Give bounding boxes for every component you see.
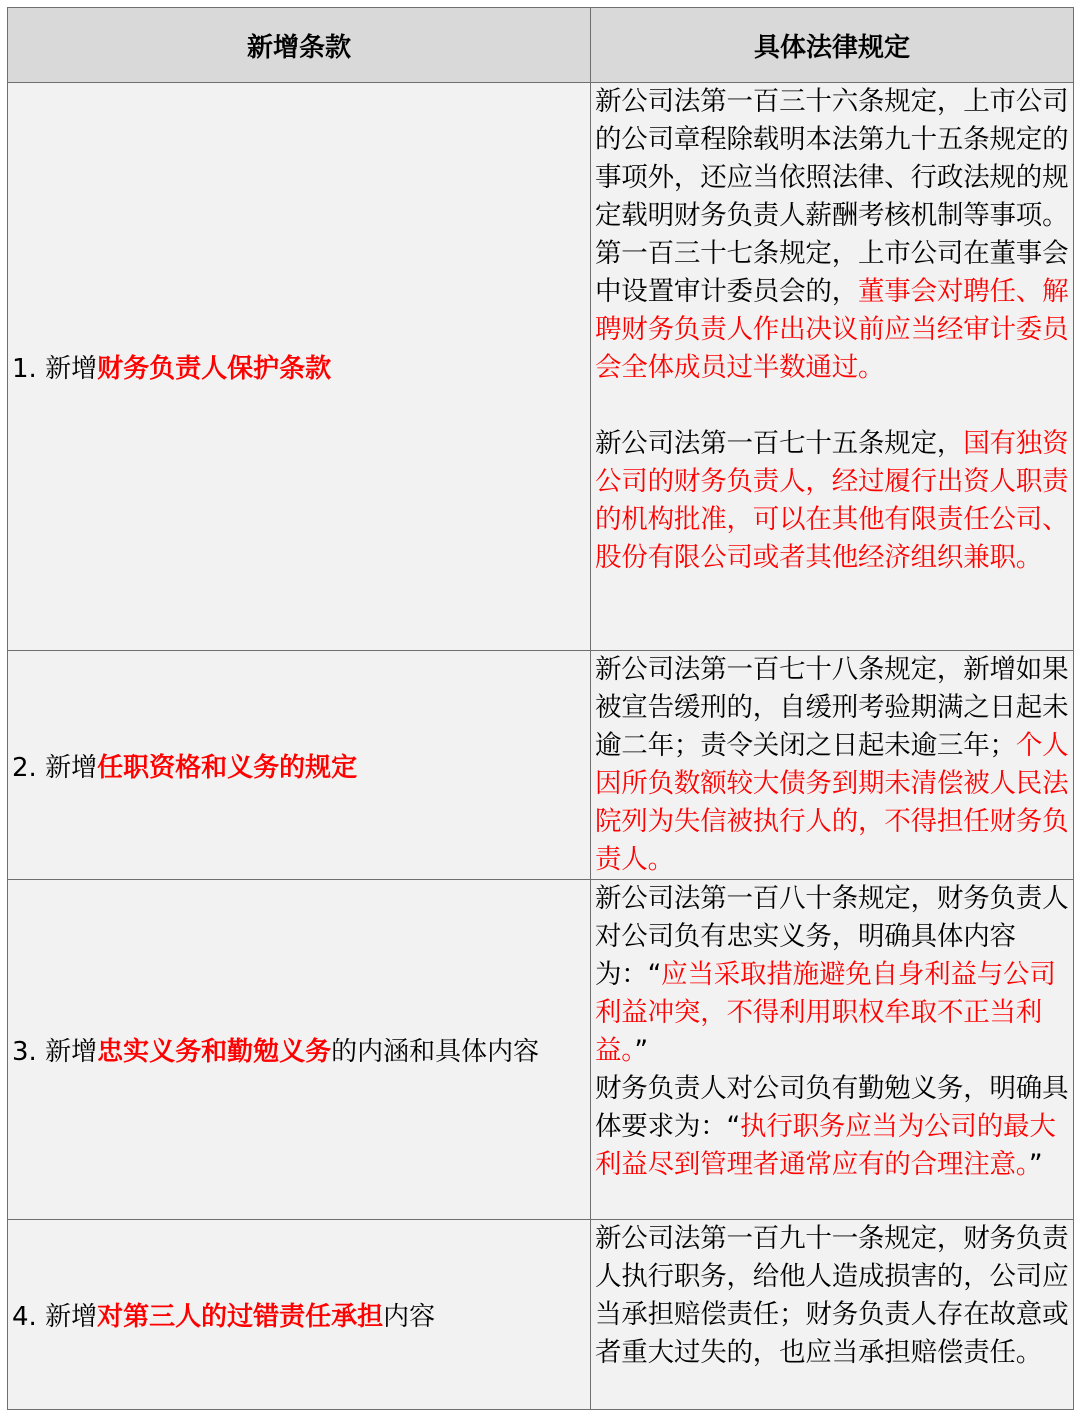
provision-closing-quote: ” [634, 1035, 648, 1066]
table-header-row [8, 8, 1074, 83]
provision-highlight: 执行职务应当为公司的最大利益尽到管理者通常应有的合理注意。 [595, 1111, 1056, 1180]
clause-suffix: 内容 [383, 1302, 436, 1332]
provision-highlight: 董事会对聘任、解聘财务负责人作出决议前应当经审计委员会全体成员过半数通过。 [595, 276, 1069, 383]
clause-prefix: 4. 新增 [12, 1302, 98, 1332]
provision-closing-quote: ” [1028, 1149, 1043, 1180]
provision-paragraph [595, 880, 1069, 1070]
provision-highlight: 应当采取措施避免自身利益与公司利益冲突，不得利用职权牟取不正当利益。 [595, 959, 1056, 1066]
clause-prefix: 3. 新增 [12, 1037, 98, 1067]
table-row [8, 83, 1074, 651]
clause-suffix: 的内涵和具体内容 [331, 1037, 540, 1067]
clause-cell [8, 651, 591, 880]
clause-highlight: 任职资格和义务的规定 [97, 752, 358, 783]
provision-cell [591, 83, 1074, 651]
table-row [8, 1220, 1074, 1410]
clause-prefix: 2. 新增 [12, 752, 98, 783]
provision-text: 新公司法第一百七十八条规定，新增如果被宣告缓刑的，自缓刑考验期满之日起未逾二年；责令关闭之日起未逾三年； [595, 654, 1069, 761]
provision-text: 新公司法第一百三十六条规定，上市公司的公司章程除载明本法第九十五条规定的事项外，还应当依照法律、行政法规的规定载明财务负责人薪酬考核机制等事项。第一百三十七条规定，上市公司在董事会中设置审计委员会的， [595, 86, 1069, 307]
provision-cell [591, 1220, 1074, 1410]
provision-paragraph [595, 425, 1069, 577]
header-legal-provision: 具体法律规定 [591, 8, 1074, 83]
provision-highlight: 个人因所负数额较大债务到期未清偿被人民法院列为失信被执行人的，不得担任财务负责人。 [595, 730, 1069, 875]
clause-prefix: 1. 新增 [12, 354, 98, 384]
table-row [8, 880, 1074, 1220]
provision-highlight: 国有独资公司的财务负责人，经过履行出资人职责的机构批准，可以在其他有限责任公司、股份有限公司或者其他经济组织兼职。 [595, 428, 1069, 573]
clause-cell [8, 1220, 591, 1410]
provision-paragraph [595, 1070, 1069, 1184]
table-row [8, 651, 1074, 880]
provision-cell [591, 880, 1074, 1220]
provision-paragraph [595, 651, 1069, 879]
provision-text: 财务负责人对公司负有勤勉义务，明确具体要求为：“ [595, 1073, 1069, 1142]
header-new-clause: 新增条款 [8, 8, 591, 83]
provision-text: 新公司法第一百八十条规定，财务负责人对公司负有忠实义务，明确具体内容为：“ [595, 883, 1069, 990]
provision-paragraph [595, 83, 1069, 387]
clause-highlight: 对第三人的过错责任承担 [97, 1302, 384, 1332]
provision-text: 新公司法第一百九十一条规定，财务负责人执行职务，给他人造成损害的，公司应当承担赔偿责任；财务负责人存在故意或者重大过失的，也应当承担赔偿责任。 [595, 1223, 1069, 1368]
clause-cell [8, 880, 591, 1220]
clause-highlight: 财务负责人保护条款 [97, 354, 332, 384]
legal-provisions-table [7, 7, 1074, 1410]
provision-text: 新公司法第一百七十五条规定， [595, 428, 964, 459]
paragraph-spacer [595, 387, 1069, 425]
clause-highlight: 忠实义务和勤勉义务 [97, 1037, 332, 1067]
provision-paragraph [595, 1220, 1069, 1372]
clause-cell [8, 83, 591, 651]
provision-cell [591, 651, 1074, 880]
